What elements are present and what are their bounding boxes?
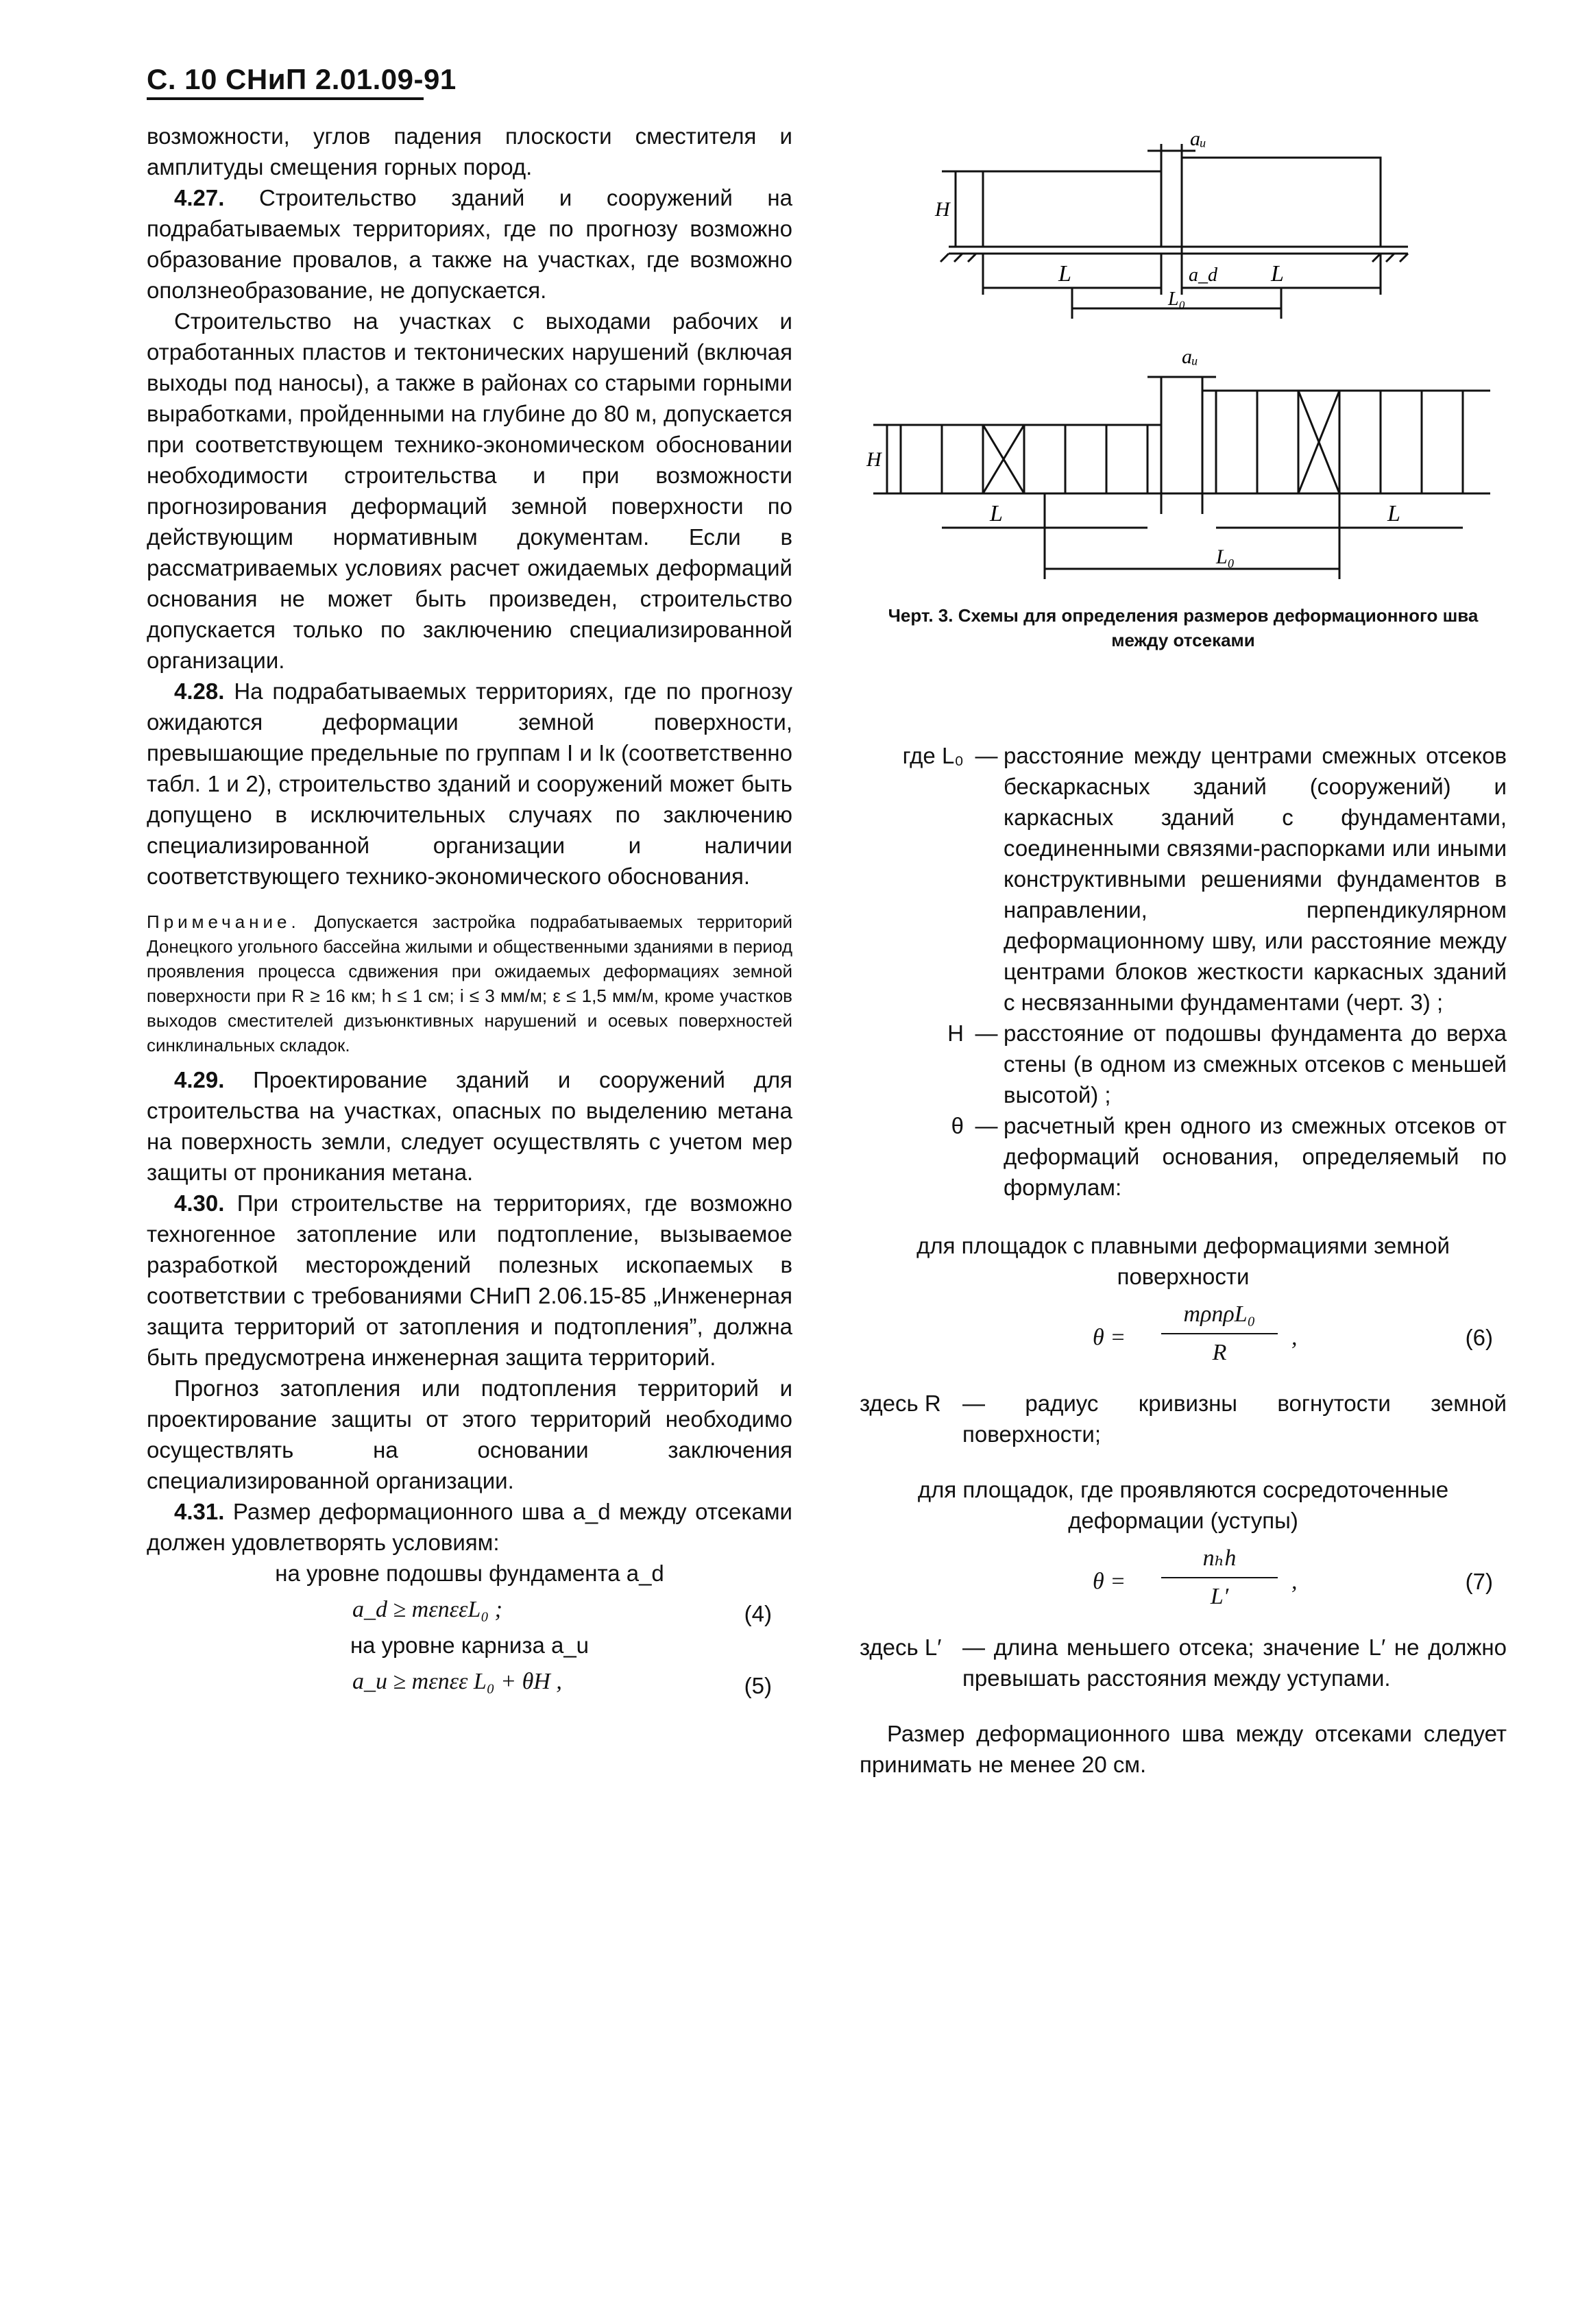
clause-text: Строительство зданий и сооружений на подрабатываемых территориях, где по прогнозу возможно образование провалов, а также на участках, где возможно оползнеобразование, не допускается. — [147, 185, 792, 303]
formula-4 — [147, 1589, 792, 1630]
definition-text: расчетный крен одного из смежных отсеков от деформаций основания, определяемый по формулам: — [1004, 1113, 1507, 1200]
formula-7-number: (7) — [1465, 1569, 1493, 1594]
figure-caption: Черт. 3. Схемы для определения размеров деформационного шва между отсеками — [888, 605, 1479, 650]
paragraph-outcrops: Строительство на участках с выходами рабочих и отработанных пластов и тектонических нарушений (включая выходы под наносы), а также в районах со старыми горными выработками, пройденными на глубине до 80 м, допускается при соответствующем технико-экономическом обосновании необходимости строительства и при возможности прогнозирования деформаций земной поверхности по действующим нормативным документам. Если в рассматриваемых условиях расчет ожидаемых деформаций основания не может быть произведен, строительство допускается только по заключению специализированной организации. — [147, 308, 792, 673]
page-header: С. 10 СНиП 2.01.09-91 — [147, 63, 457, 95]
formula-7-explanation — [860, 1632, 1507, 1693]
clause-text: Проектирование зданий и сооружений для строительства на участках, опасных по выделению метана на поверхность земли, следует осуществлять с учетом мер защиты от проникания метана. — [147, 1067, 792, 1185]
formula-7-label: для площадок, где проявляются сосредоточенные деформации (уступы) — [917, 1477, 1449, 1533]
explanation-label: здесь L′ — [860, 1635, 942, 1660]
label-l0-top: L₀ — [1168, 289, 1186, 310]
label-l-bottom-left: L — [990, 501, 1003, 526]
definition-symbol: H — [947, 1020, 964, 1046]
definition-row — [860, 1018, 1507, 1110]
fraction-bar — [1161, 1333, 1278, 1334]
formula-5 — [147, 1661, 792, 1702]
clause-4-28 — [147, 676, 792, 892]
formula-6-explanation — [860, 1388, 1507, 1450]
formula-7-comma: , — [1291, 1569, 1298, 1594]
definition-row — [860, 740, 1507, 1018]
formula-7-lhs: θ = — [1093, 1569, 1126, 1594]
label-h-bottom: H — [866, 448, 882, 471]
clause-4-31 — [147, 1496, 792, 1558]
label-au-bottom: aᵤ — [1182, 345, 1198, 368]
label-l0-bottom: L₀ — [1216, 546, 1235, 568]
frame-columns-right — [1216, 391, 1463, 493]
deformation-joint-diagram — [860, 130, 1507, 603]
definition-dash: — — [975, 1020, 998, 1046]
definition-dash: — — [975, 1113, 998, 1138]
formula-5-number: (5) — [744, 1673, 772, 1698]
definition-text: расстояние от подошвы фундамента до верха стены (в одном из смежных отсеков с меньшей высотой) ; — [1004, 1020, 1507, 1108]
bracing-right — [1298, 391, 1339, 493]
right-column — [860, 733, 1507, 1780]
explanation-text: — радиус кривизны вогнутости земной поверхности; — [962, 1391, 1507, 1447]
formula-6-number: (6) — [1465, 1325, 1493, 1350]
formula-4-expression: a_d ≥ mεnεεL₀ ; — [352, 1597, 502, 1622]
formula-5-expression: a_u ≥ mεnεε L₀ + θH , — [352, 1669, 562, 1694]
clause-text: При строительстве на территориях, где возможно техногенное затопление или подтопление, вызываемое разработкой месторождений полезных ископаемых в соответствии с требованиями СНиП 2.06.15-85 „Инженерная защита территорий от затопления и подтопления”, должна быть предусмотрена инженерная защита территорий. — [147, 1190, 792, 1370]
formula-5-label: на уровне карниза a_u — [350, 1632, 590, 1658]
formula-6-comma: , — [1291, 1325, 1298, 1350]
bracing-left — [983, 425, 1024, 493]
explanation-label: здесь R — [860, 1391, 941, 1416]
note-text: Допускается застройка подрабатываемых территорий Донецкого угольного бассейна жилыми и общественными зданиями в период проявления процесса сдвижения при ожидаемых деформациях земной поверхности при R ≥ 16 км; h ≤ 1 см; i ≤ 3 мм/м; ε ≤ 1,5 мм/м, кроме участков выходов сместителей дизъюнктивных нарушений и осевых поверхностей синклинальных складок. — [147, 912, 792, 1055]
formula-6-numerator: mρnρL₀ — [1183, 1301, 1256, 1327]
clause-4-27 — [147, 182, 792, 306]
formula-7-numerator: nₕh — [1202, 1545, 1237, 1571]
label-h-top: H — [935, 198, 950, 221]
label-l-bottom-right: L — [1387, 501, 1400, 526]
final-paragraph: Размер деформационного шва между отсеками следует принимать не менее 20 см. — [860, 1721, 1507, 1777]
explanation-text: — длина меньшего отсека; значение L′ не должно превышать расстояния между уступами. — [962, 1635, 1507, 1691]
formula-6-denominator: R — [1212, 1340, 1227, 1365]
formula-7-denominator: L′ — [1210, 1584, 1229, 1609]
figure-3 — [860, 130, 1507, 603]
formula-7 — [860, 1543, 1507, 1618]
formula-6-lhs: θ = — [1093, 1325, 1126, 1350]
clause-4-30 — [147, 1188, 792, 1373]
definition-row — [860, 1110, 1507, 1203]
label-l-top-left: L — [1058, 261, 1071, 286]
definition-dash: — — [975, 743, 998, 768]
paragraph-continued: возможности, углов падения плоскости сместителя и амплитуды смещения горных пород. — [147, 123, 792, 180]
note-label: Примечание. — [147, 912, 300, 932]
clause-number: 4.27. — [174, 185, 225, 210]
clause-text: Размер деформационного шва a_d между отсеками должен удовлетворять условиям: — [147, 1499, 792, 1555]
definition-symbol: θ — [951, 1113, 964, 1138]
left-column — [147, 121, 792, 1702]
label-l-top-right: L — [1271, 261, 1284, 286]
formula-6-label: для площадок с плавными деформациями земной поверхности — [916, 1233, 1450, 1289]
clause-number: 4.31. — [174, 1499, 225, 1524]
clause-text: На подрабатываемых территориях, где по прогнозу ожидаются деформации земной поверхности, превышающие предельные по группам I и Iк (соответственно табл. 1 и 2), строительство зданий и сооружений может быть допущено в исключительных случаях по заключению специализированной организации и наличии соответствующего технико-экономического обоснования. — [147, 678, 792, 889]
definitions — [860, 740, 1507, 1203]
definition-symbol: где L₀ — [902, 743, 964, 768]
block-right — [1182, 158, 1381, 247]
fraction-bar — [1161, 1577, 1278, 1578]
frame-columns-left — [901, 425, 1147, 493]
label-ad: a_d — [1189, 265, 1217, 286]
label-au-top: aᵤ — [1190, 130, 1206, 150]
formula-4-label: на уровне подошвы фундамента a_d — [275, 1561, 664, 1586]
paragraph-flood-forecast: Прогноз затопления или подтопления территорий и проектирование защиты от этого территорий необходимо осуществлять на основании заключения специализированной организации. — [147, 1375, 792, 1493]
formula-6 — [860, 1299, 1507, 1374]
formula-4-number: (4) — [744, 1601, 772, 1626]
block-left — [983, 171, 1161, 247]
clause-number: 4.28. — [174, 678, 225, 704]
clause-4-29 — [147, 1064, 792, 1188]
note — [147, 909, 792, 1057]
ground-hatch — [940, 254, 1408, 262]
header-rule — [147, 97, 424, 100]
clause-number: 4.29. — [174, 1067, 225, 1092]
definition-text: расстояние между центрами смежных отсеков бескаркасных зданий (сооружений) и каркасных зданий с фундаментами, соединенными связями-распорками или иными конструктивными решениями фундаментов в направлении, перпендикулярном деформационному шву, или расстояние между центрами блоков жесткости каркасных зданий с несвязанными фундаментами (черт. 3) ; — [1004, 743, 1507, 1015]
clause-number: 4.30. — [174, 1190, 225, 1216]
